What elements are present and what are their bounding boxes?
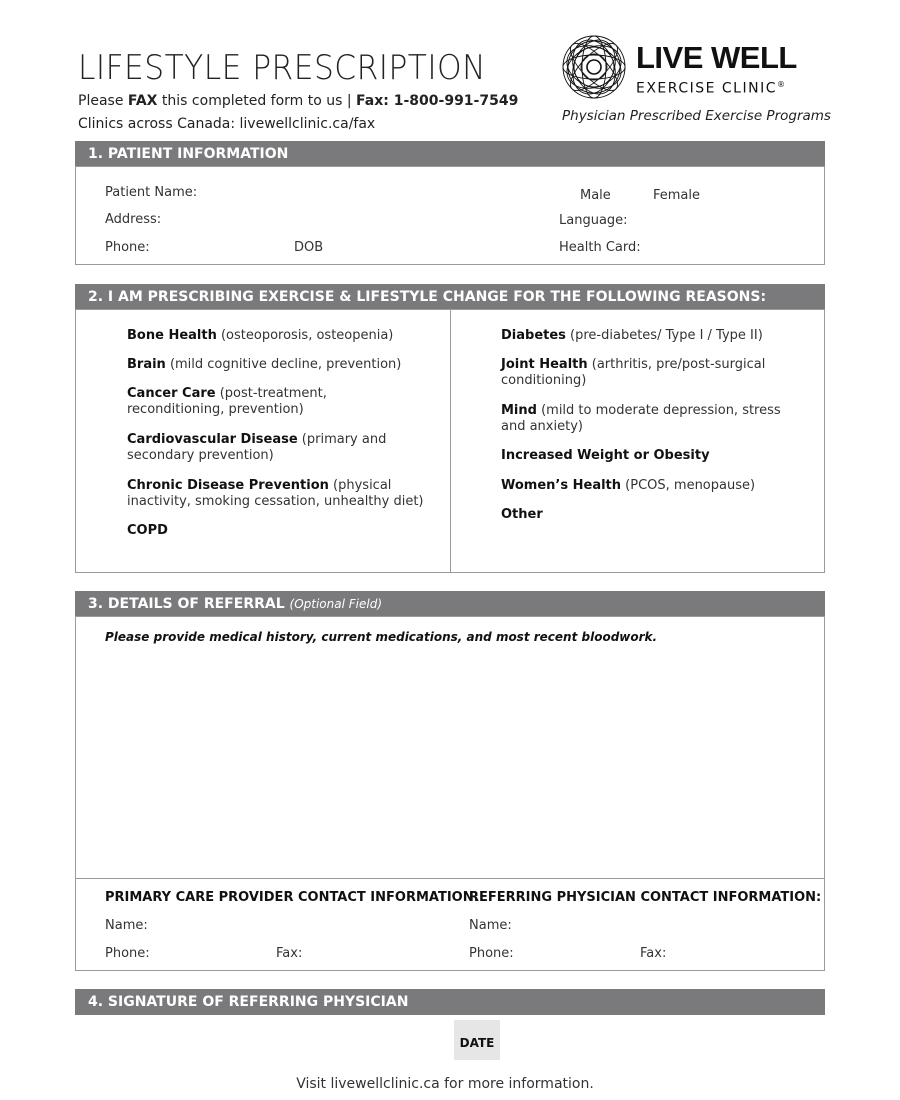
fax-instructions: Please FAX this completed form to us | Fax: 1-800-991-7549 bbox=[78, 93, 519, 109]
referring-physician-heading: REFERRING PHYSICIAN CONTACT INFORMATION: bbox=[469, 890, 822, 905]
form-title: LIFESTYLE PRESCRIPTION bbox=[78, 48, 486, 88]
reason-brain[interactable]: Brain (mild cognitive decline, prevention) bbox=[127, 357, 402, 372]
logo-wordmark: LIVE WELL bbox=[636, 40, 797, 75]
logo-tagline: Physician Prescribed Exercise Programs bbox=[562, 108, 831, 124]
section-1-header: 1. PATIENT INFORMATION bbox=[75, 141, 825, 167]
reason-cancer-care[interactable]: Cancer Care (post-treatment, reconditioning, prevention) bbox=[127, 386, 327, 417]
referral-instructions: Please provide medical history, current medications, and most recent bloodwork. bbox=[105, 630, 658, 644]
section-3-header: 3. DETAILS OF REFERRAL (Optional Field) bbox=[75, 591, 825, 617]
reason-copd[interactable]: COPD bbox=[127, 523, 168, 538]
address-field[interactable]: Address: bbox=[105, 212, 162, 227]
reason-bone-health[interactable]: Bone Health (osteoporosis, osteopenia) bbox=[127, 328, 394, 343]
primary-care-name-field[interactable]: Name: bbox=[105, 918, 148, 933]
clinics-link-text: Clinics across Canada: livewellclinic.ca/fax bbox=[78, 116, 376, 132]
section-4-header: 4. SIGNATURE OF REFERRING PHYSICIAN bbox=[75, 989, 825, 1015]
referring-phone-field[interactable]: Phone: bbox=[469, 946, 514, 961]
referring-name-field[interactable]: Name: bbox=[469, 918, 512, 933]
language-field[interactable]: Language: bbox=[559, 213, 628, 228]
patient-info-box bbox=[75, 166, 825, 265]
primary-care-heading: PRIMARY CARE PROVIDER CONTACT INFORMATION: bbox=[105, 890, 479, 905]
reason-womens-health[interactable]: Women’s Health (PCOS, menopause) bbox=[501, 478, 756, 493]
patient-name-field[interactable]: Patient Name: bbox=[105, 185, 198, 200]
dob-field[interactable]: DOB bbox=[294, 240, 324, 255]
reason-chronic-disease-prevention[interactable]: Chronic Disease Prevention (physical inactivity, smoking cessation, unhealthy diet) bbox=[127, 478, 424, 509]
reason-joint-health[interactable]: Joint Health (arthritis, pre/post-surgical conditioning) bbox=[501, 357, 766, 388]
footer-text: Visit livewellclinic.ca for more information. bbox=[296, 1076, 594, 1092]
reason-other[interactable]: Other bbox=[501, 507, 543, 522]
reasons-column-divider bbox=[450, 310, 451, 572]
contact-divider bbox=[76, 878, 824, 879]
primary-care-phone-field[interactable]: Phone: bbox=[105, 946, 150, 961]
fax-number: Fax: 1-800-991-7549 bbox=[356, 93, 519, 109]
reason-diabetes[interactable]: Diabetes (pre-diabetes/ Type I / Type II) bbox=[501, 328, 763, 343]
clinic-logo-emblem-icon bbox=[560, 33, 628, 101]
primary-care-fax-field[interactable]: Fax: bbox=[276, 946, 303, 961]
female-option[interactable]: Female bbox=[653, 188, 701, 203]
section-2-header: 2. I AM PRESCRIBING EXERCISE & LIFESTYLE CHANGE FOR THE FOLLOWING REASONS: bbox=[75, 284, 825, 310]
reason-increased-weight[interactable]: Increased Weight or Obesity bbox=[501, 448, 710, 463]
reason-mind[interactable]: Mind (mild to moderate depression, stress and anxiety) bbox=[501, 403, 781, 434]
referring-fax-field[interactable]: Fax: bbox=[640, 946, 667, 961]
reason-cardiovascular-disease[interactable]: Cardiovascular Disease (primary and secondary prevention) bbox=[127, 432, 387, 463]
referral-details-textarea[interactable] bbox=[76, 650, 824, 876]
logo-subwordmark: EXERCISE CLINIC® bbox=[636, 80, 787, 97]
health-card-field[interactable]: Health Card: bbox=[559, 240, 641, 255]
date-field[interactable]: DATE bbox=[454, 1020, 500, 1060]
phone-field[interactable]: Phone: bbox=[105, 240, 150, 255]
male-option[interactable]: Male bbox=[580, 188, 611, 203]
